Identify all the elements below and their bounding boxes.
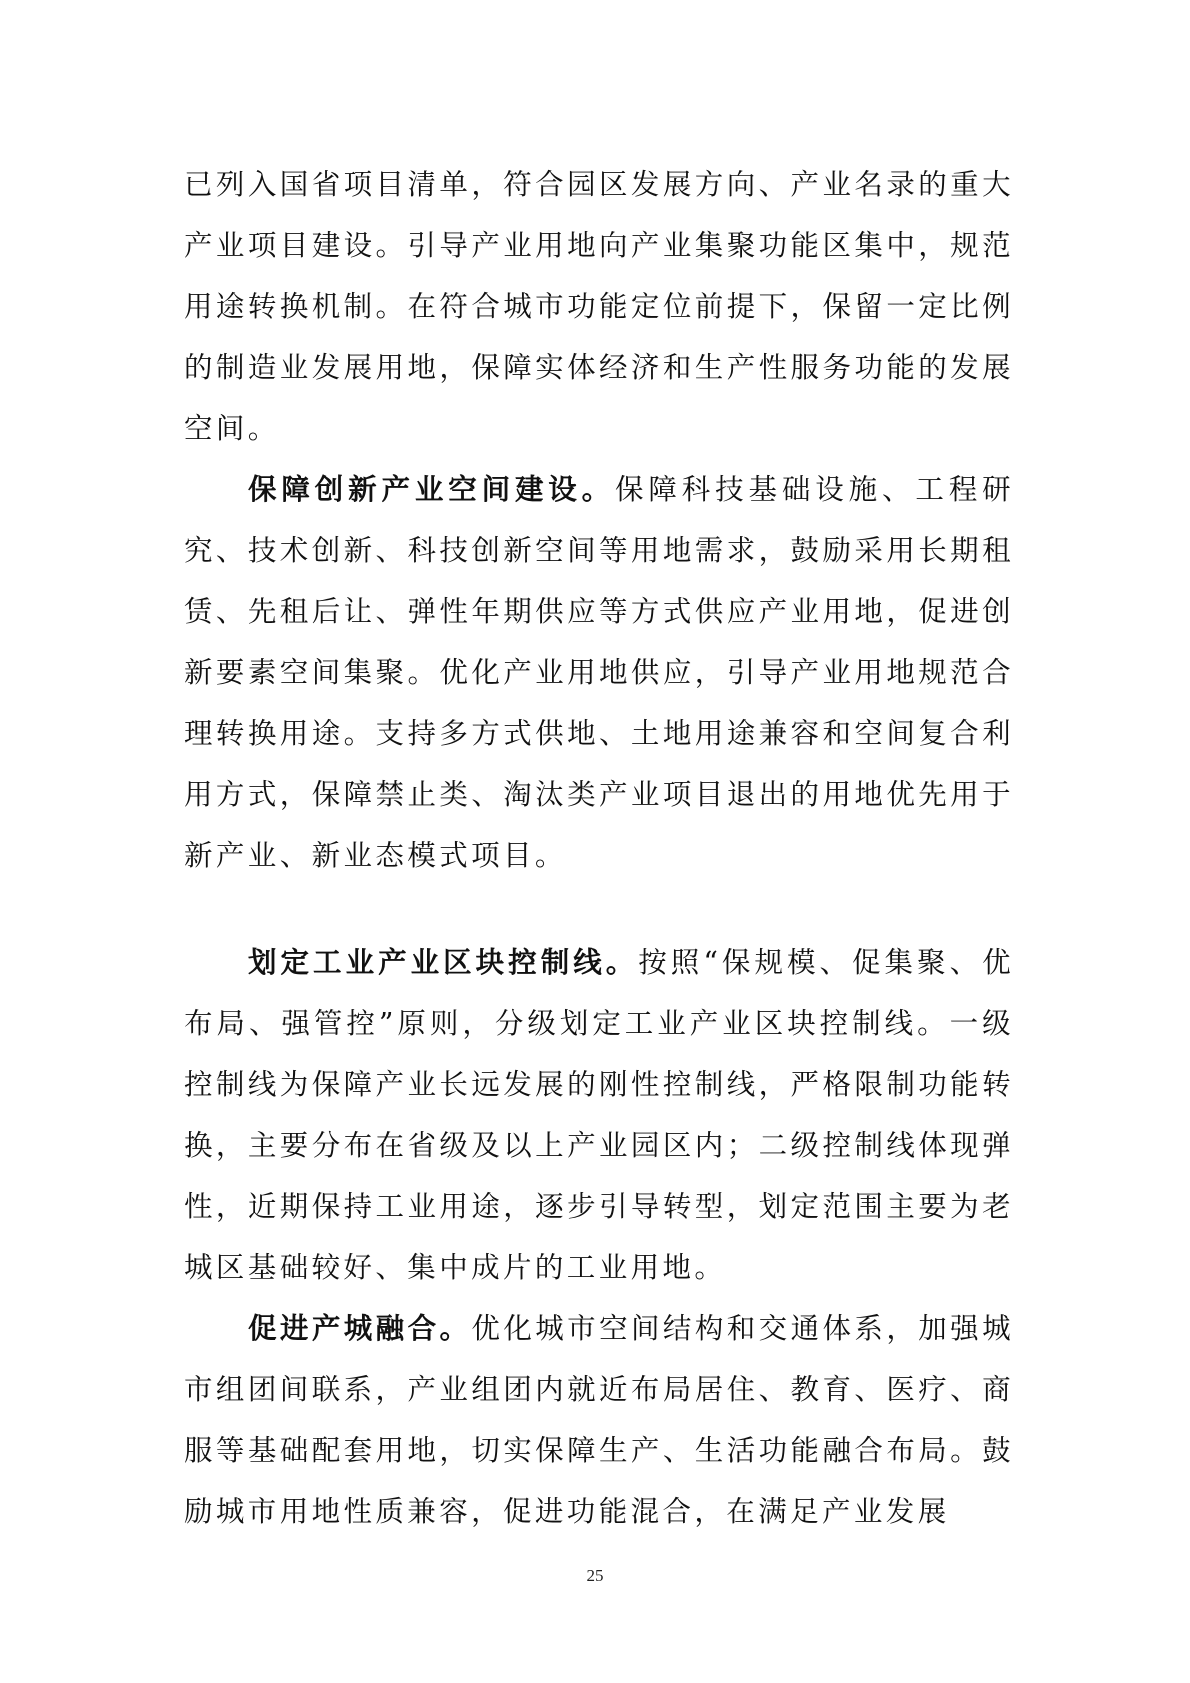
paragraph-text: 已列入国省项目清单，符合园区发展方向、产业名录的重大产业项目建设。引导产业用地向产业集聚功能区集中，规范用途转换机制。在符合城市功能定位前提下，保留一定比例的制造业发展用地，保障实体经济和生产性服务功能的发展空间。 xyxy=(184,168,1014,445)
paragraph-industrial-control-line xyxy=(184,932,1014,1298)
paragraph-continuation xyxy=(184,154,1014,459)
paragraph-lead: 划定工业产业区块控制线。 xyxy=(248,946,639,979)
page-number: 25 xyxy=(586,1566,604,1585)
paragraph-text: 保障科技基础设施、工程研究、技术创新、科技创新空间等用地需求，鼓励采用长期租赁、先租后让、弹性年期供应等方式供应产业用地，促进创新要素空间集聚。优化产业用地供应，引导产业用地规范合理转换用途。支持多方式供地、土地用途兼容和空间复合利用方式，保障禁止类、淘汰类产业项目退出的用地优先用于新产业、新业态模式项目。 xyxy=(184,473,1014,872)
paragraph-lead: 保障创新产业空间建设。 xyxy=(248,473,616,506)
paragraph-text: 按照“保规模、促集聚、优布局、强管控”原则，分级划定工业产业区块控制线。一级控制线为保障产业长远发展的刚性控制线，严格限制功能转换，主要分布在省级及以上产业园区内；二级控制线体现弹性，近期保持工业用途，逐步引导转型，划定范围主要为老城区基础较好、集中成片的工业用地。 xyxy=(184,946,1014,1284)
paragraph-industry-city-integration xyxy=(184,1298,1014,1542)
body-text xyxy=(184,154,1014,1542)
paragraph-innovation-space xyxy=(184,459,1014,886)
paragraph-text: 优化城市空间结构和交通体系，加强城市组团间联系，产业组团内就近布局居住、教育、医疗、商服等基础配套用地，切实保障生产、生活功能融合布局。鼓励城市用地性质兼容，促进功能混合，在满足产业发展 xyxy=(184,1312,1014,1528)
paragraph-lead: 促进产城融合。 xyxy=(248,1312,472,1345)
